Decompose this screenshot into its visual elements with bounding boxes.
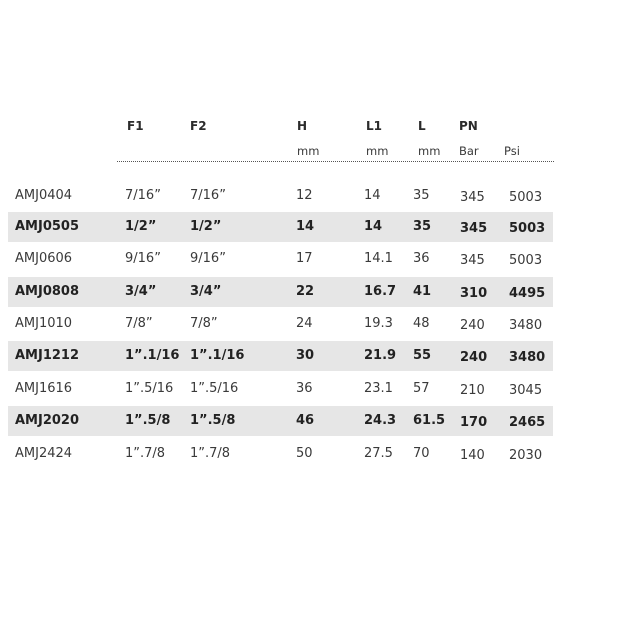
unit-l: mm: [418, 144, 441, 158]
cell-h: 30: [296, 348, 315, 363]
cell-l1: 19.3: [364, 316, 393, 331]
cell-bar: 240: [460, 318, 485, 333]
unit-h: mm: [297, 144, 320, 158]
header-f1: F1: [127, 119, 144, 133]
cell-code: AMJ0808: [15, 284, 80, 299]
cell-f2: 7/8”: [190, 316, 218, 331]
cell-bar: 310: [460, 286, 488, 301]
cell-bar: 170: [460, 415, 488, 430]
cell-l1: 21.9: [364, 348, 397, 363]
cell-code: AMJ2424: [15, 446, 73, 461]
cell-l: 61.5: [413, 413, 446, 428]
cell-psi: 5003: [509, 190, 543, 205]
cell-h: 17: [296, 251, 313, 266]
cell-h: 14: [296, 219, 315, 234]
cell-psi: 2030: [509, 448, 543, 463]
header-l: L: [418, 119, 426, 133]
cell-l1: 14: [364, 219, 383, 234]
cell-bar: 345: [460, 190, 485, 205]
cell-f1: 7/16”: [125, 188, 161, 203]
cell-l1: 23.1: [364, 381, 393, 396]
cell-l: 57: [413, 381, 430, 396]
header-pn: PN: [459, 119, 478, 133]
cell-f1: 1”.7/8: [125, 446, 166, 461]
cell-bar: 140: [460, 448, 485, 463]
cell-f2: 1”.5/8: [190, 413, 236, 428]
cell-l1: 14.1: [364, 251, 393, 266]
cell-l: 48: [413, 316, 430, 331]
cell-l: 36: [413, 251, 430, 266]
cell-code: AMJ0404: [15, 188, 73, 203]
header-f2: F2: [190, 119, 207, 133]
cell-psi: 2465: [509, 415, 546, 430]
cell-f1: 1/2”: [125, 219, 157, 234]
cell-h: 36: [296, 381, 313, 396]
cell-l: 35: [413, 219, 432, 234]
cell-psi: 5003: [509, 221, 546, 236]
table-row: [8, 309, 553, 339]
header-l1: L1: [366, 119, 382, 133]
cell-psi: 3480: [509, 318, 543, 333]
cell-l: 55: [413, 348, 432, 363]
cell-l1: 16.7: [364, 284, 397, 299]
cell-f1: 1”.5/16: [125, 381, 174, 396]
cell-psi: 3045: [509, 383, 543, 398]
cell-bar: 210: [460, 383, 485, 398]
header-divider: [117, 161, 554, 162]
cell-l: 35: [413, 188, 430, 203]
table-row: [8, 212, 553, 242]
cell-l1: 27.5: [364, 446, 393, 461]
cell-f2: 1”.1/16: [190, 348, 245, 363]
table-row: [8, 181, 553, 211]
header-h: H: [297, 119, 308, 133]
cell-code: AMJ1010: [15, 316, 73, 331]
table-row: [8, 244, 553, 274]
cell-bar: 345: [460, 253, 485, 268]
table-row: [8, 341, 553, 371]
cell-l: 41: [413, 284, 432, 299]
cell-f1: 7/8”: [125, 316, 153, 331]
cell-f1: 1”.1/16: [125, 348, 180, 363]
table-row: [8, 439, 553, 469]
cell-bar: 240: [460, 350, 488, 365]
cell-psi: 3480: [509, 350, 546, 365]
cell-bar: 345: [460, 221, 488, 236]
cell-code: AMJ1212: [15, 348, 80, 363]
cell-code: AMJ1616: [15, 381, 73, 396]
cell-f2: 1/2”: [190, 219, 222, 234]
cell-psi: 4495: [509, 286, 546, 301]
cell-f1: 1”.5/8: [125, 413, 171, 428]
cell-f2: 1”.7/8: [190, 446, 231, 461]
cell-l: 70: [413, 446, 430, 461]
cell-h: 12: [296, 188, 313, 203]
cell-h: 46: [296, 413, 315, 428]
cell-code: AMJ0606: [15, 251, 73, 266]
cell-l1: 14: [364, 188, 381, 203]
cell-h: 50: [296, 446, 313, 461]
table-row: [8, 277, 553, 307]
cell-psi: 5003: [509, 253, 543, 268]
cell-code: AMJ2020: [15, 413, 80, 428]
table-row: [8, 374, 553, 404]
cell-f2: 9/16”: [190, 251, 226, 266]
cell-f2: 1”.5/16: [190, 381, 239, 396]
unit-l1: mm: [366, 144, 389, 158]
cell-f2: 7/16”: [190, 188, 226, 203]
cell-h: 24: [296, 316, 313, 331]
cell-f1: 3/4”: [125, 284, 157, 299]
cell-f2: 3/4”: [190, 284, 222, 299]
unit-bar: Bar: [459, 144, 479, 158]
cell-code: AMJ0505: [15, 219, 80, 234]
cell-h: 22: [296, 284, 315, 299]
table-row: [8, 406, 553, 436]
unit-psi: Psi: [504, 144, 520, 158]
cell-l1: 24.3: [364, 413, 397, 428]
cell-f1: 9/16”: [125, 251, 161, 266]
